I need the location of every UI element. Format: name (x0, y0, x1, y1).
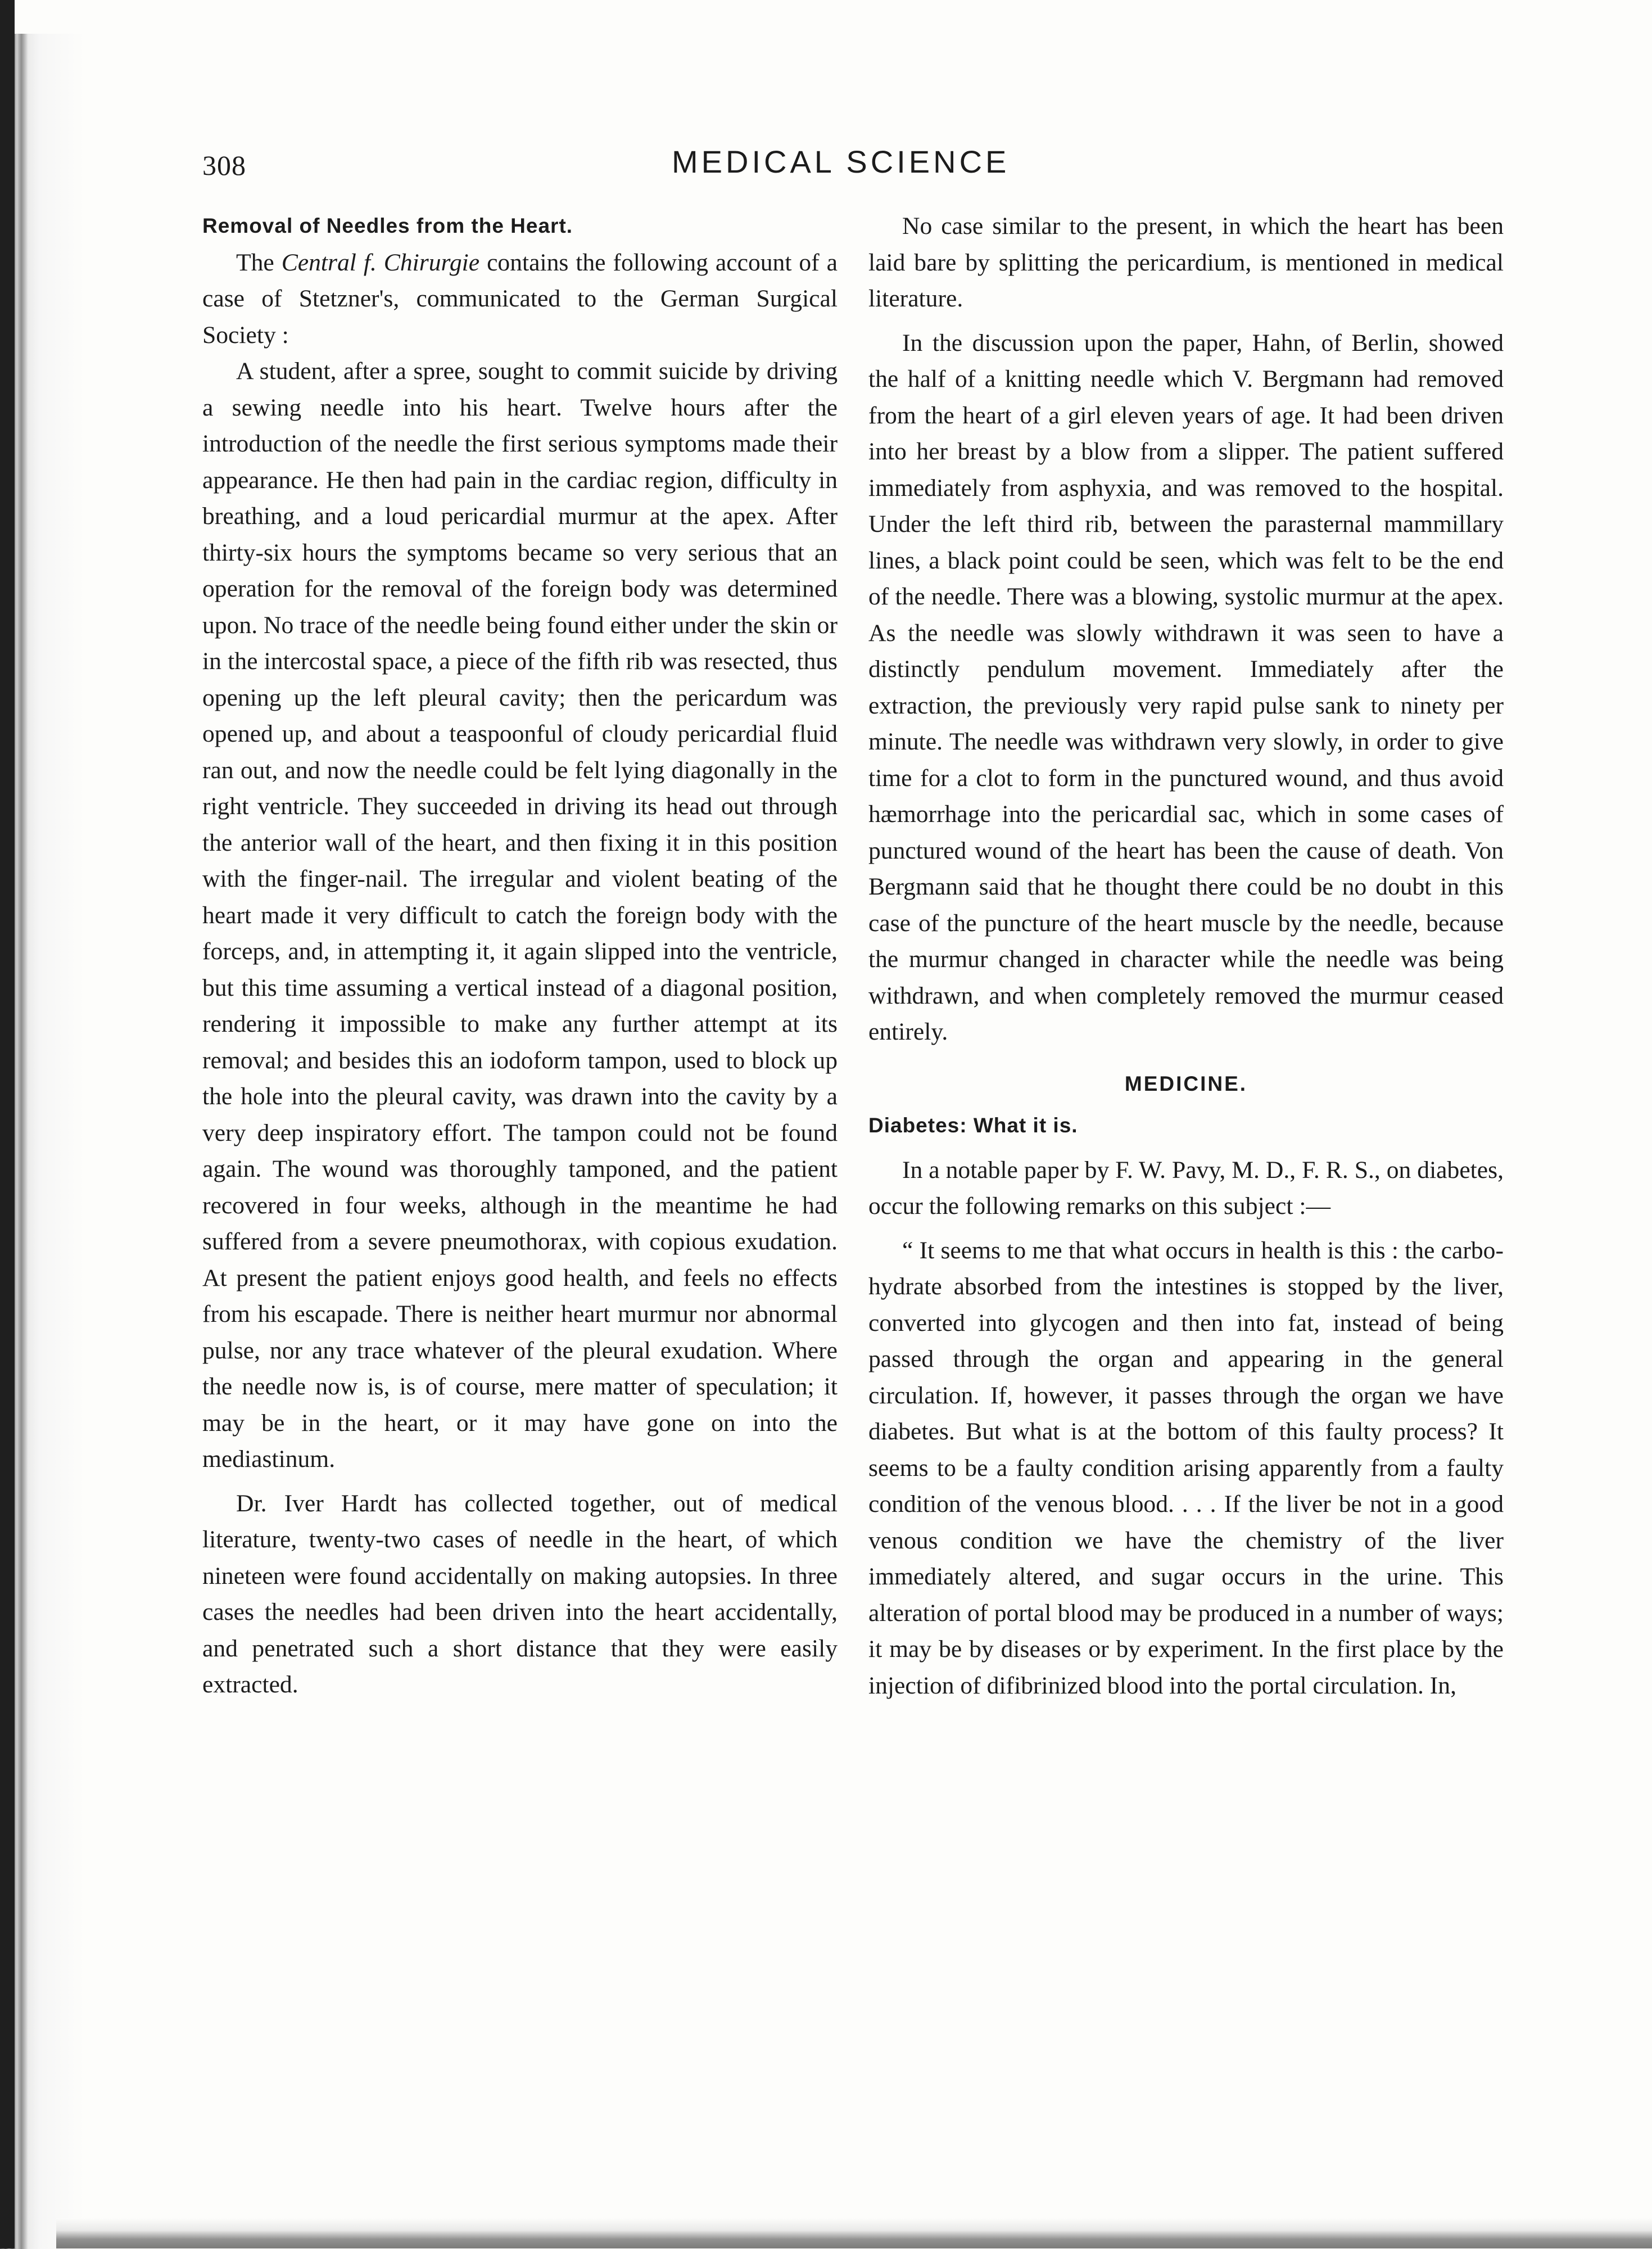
right-column (868, 208, 1504, 1704)
paragraph-intro (202, 245, 838, 354)
binding-edge (0, 0, 15, 2248)
paragraph-case: A student, after a spree, sought to commit suicide by driving a sewing needle into his heart. Twelve hours after the introduction of the needle the first serious symptoms made their appearance. He then had pain in the cardiac region, difficulty in breathing, and a loud pericardial murmur at the apex. After thirty-six hours the symptoms became so very serious that an operation for the removal of the foreign body was determined upon. No trace of the needle being found either under the skin or in the intercostal space, a piece of the fifth rib was resected, thus opening up the left pleural cavity; then the pericardum was opened up, and about a teaspoonful of cloudy pericardial fluid ran out, and now the needle could be felt lying diagonally in the right ventricle. They succeeded in driving its head out through the anterior wall of the heart, and then fixing it in this position with the finger-nail. The irregular and violent beating of the heart made it very difficult to catch the foreign body with the forceps, and, in attempting it, it again slipped into the ventricle, but this time assuming a vertical instead of a diagonal position, rendering it impossible to make any further attempt at its removal; and besides this an iodoform tampon, used to block up the hole into the pleural cavity, was drawn into the cavity by a very deep inspiratory effort. The tampon could not be found again. The wound was thoroughly tamponed, and the patient recovered in four weeks, although in the meantime he had suffered from a severe pneumothorax, with copious exudation. At present the patient enjoys good health, and feels no effects from his escapade. There is neither heart murmur nor abnormal pulse, nor any trace whatever of the pleural exudation. Where the needle now is, is of course, mere matter of speculation; it may be in the heart, or it may have gone on into the mediastinum. (202, 358, 838, 1473)
bottom-page-edge (56, 2218, 1652, 2248)
paragraph-quote: “ It seems to me that what occurs in health is this : the carbo-hydrate absorbed from the intestines is stopped by the liver, converted into glycogen and then into fat, instead of being passed through the organ and appearing in the general circulation. If, however, it passes through the organ we have diabetes. But what is at the bottom of this faulty process? It seems to be a faulty condition arising apparently from a faulty condition of the venous blood. . . . If the liver be not in a good venous condition we have the chemistry of the liver immediately altered, and sugar occurs in the urine. This alteration of portal blood may be produced in a number of ways; it may be by diseases or by experiment. In the first place by the injection of difibrinized blood into the portal circulation. In, (868, 1236, 1504, 1699)
paragraph-hardt: Dr. Iver Hardt has collected together, out of medical literature, twenty-two cases of needle in the heart, of which nineteen were found accidentally on making autopsies. In three cases the needles had been driven into the heart accidentally, and penetrated such a short distance that they were easily extracted. (202, 1489, 838, 1698)
section-heading-medicine: MEDICINE. (1124, 1072, 1248, 1095)
journal-title: Central f. Chirurgie (281, 249, 480, 276)
page-number: 308 (202, 150, 246, 181)
intro-text-start: The (236, 249, 282, 276)
paragraph-discussion: In the discussion upon the paper, Hahn, of Berlin, showed the half of a knitting needle which V. Bergmann had removed from the heart of a girl eleven years of age. It had been driven into her breast by a blow from a slipper. The patient suffered immediately from asphyxia, and was removed to the hospital. Under the left third rib, between the parasternal mammillary lines, a black point could be seen, which was felt to be the end of the needle. There was a blowing, systolic murmur at the apex. As the needle was slowly withdrawn it was seen to have a distinctly pendulum movement. Immediately after the extraction, the previously very rapid pulse sank to ninety per minute. The needle was withdrawn very slowly, in order to give time for a clot to form in the punctured wound, and thus avoid hæmorrhage into the pericardial sac, which in some cases of punctured wound of the heart has been the cause of death. Von Bergmann said that he thought there could be no doubt in this case of the puncture of the heart muscle by the needle, because the murmur changed in character while the needle was being withdrawn, and when completely removed the murmur ceased entirely. (868, 329, 1504, 1045)
running-head (202, 143, 1596, 194)
paragraph-no-case: No case similar to the present, in which the heart has been laid bare by splitting the pericardium, is mentioned in medical literature. (868, 213, 1504, 312)
left-column (202, 208, 838, 1703)
paragraph-pavy: In a notable paper by F. W. Pavy, M. D., F. R. S., on diabetes, occur the following remarks on this subject :— (868, 1156, 1504, 1220)
intro-text-end: contains the following account of a case of Stetzner's, communicated to the German Surgical Society : (202, 249, 838, 349)
running-title: MEDICAL SCIENCE (672, 144, 1010, 179)
article-title-diabetes: Diabetes: What it is. (868, 1114, 1078, 1137)
article-title-needles: Removal of Needles from the Heart. (202, 214, 573, 237)
